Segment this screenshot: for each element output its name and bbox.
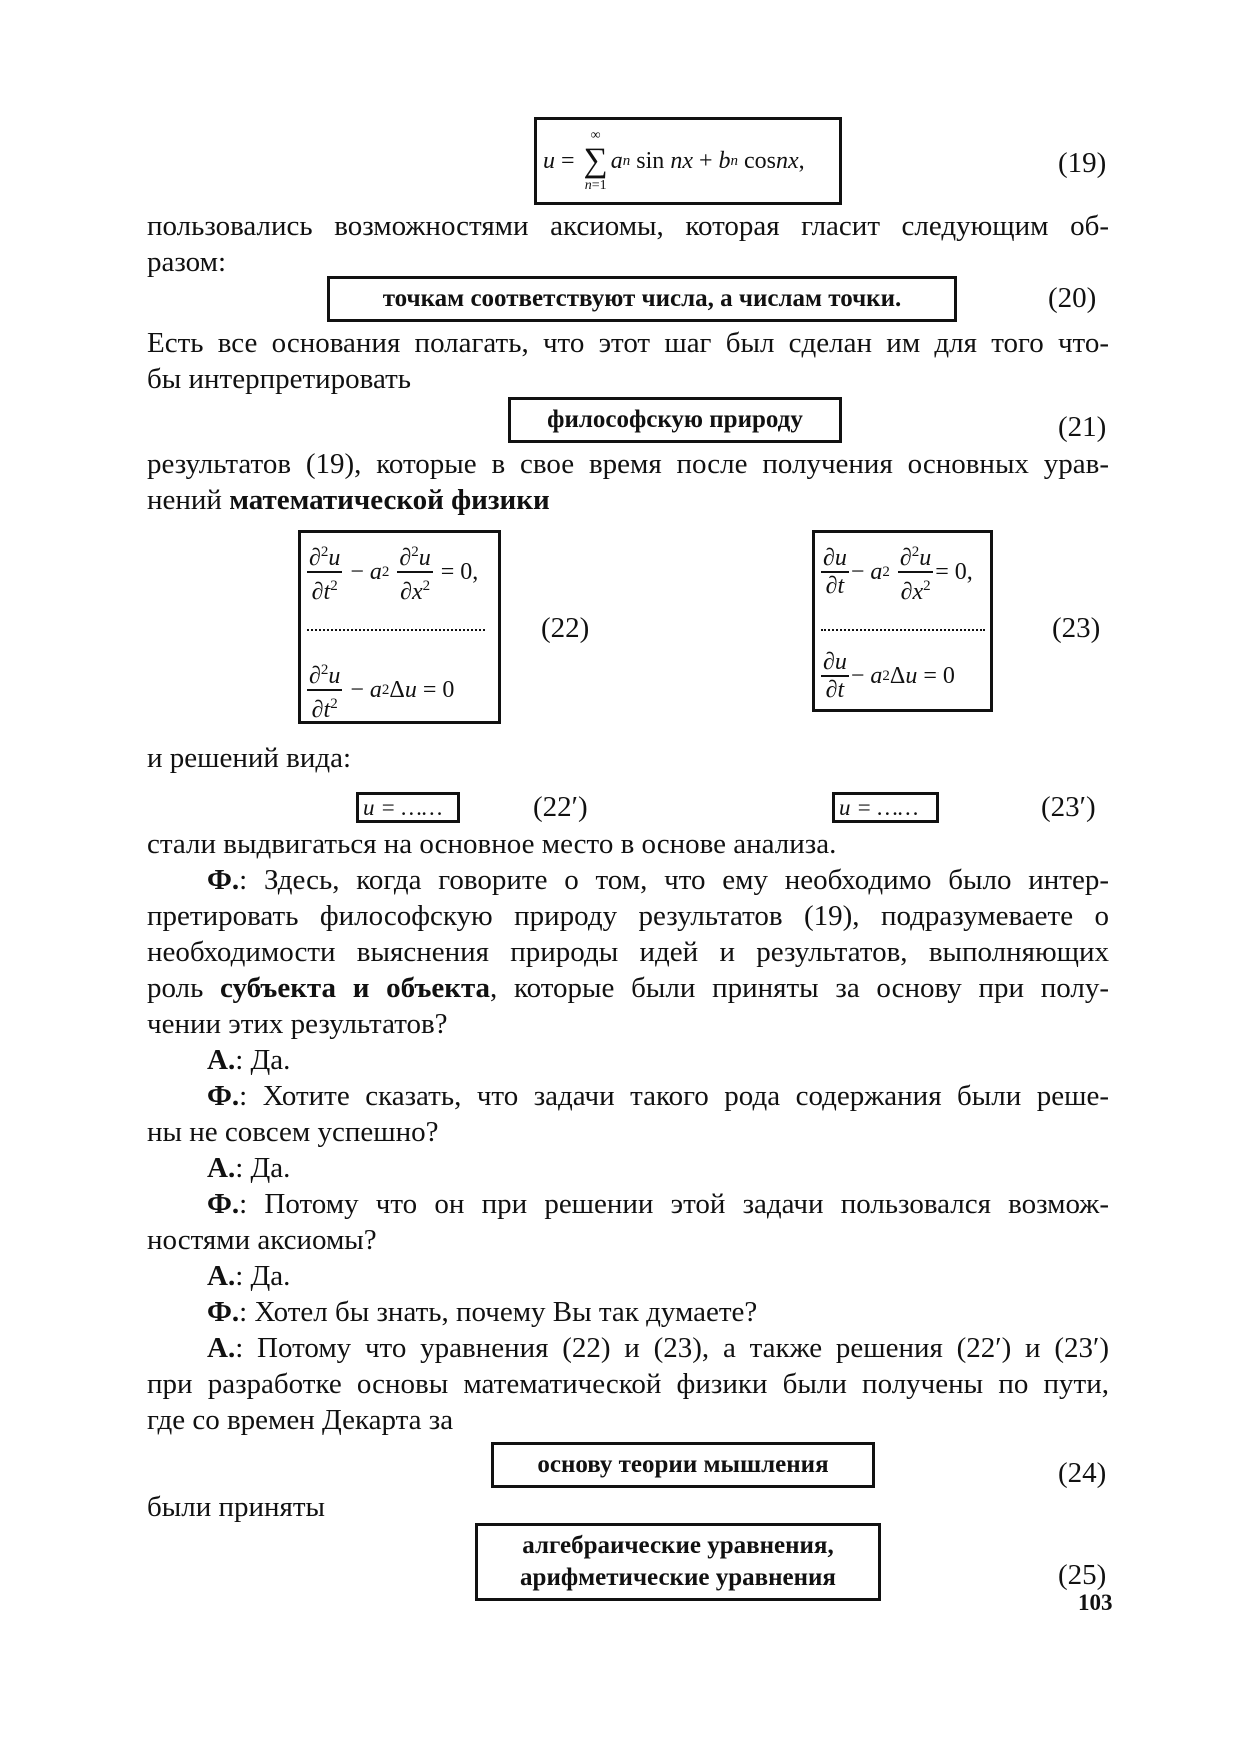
equation-22-prime-number: (22′) (533, 791, 588, 823)
dialogue-line (207, 1258, 290, 1294)
dialogue-line (207, 1330, 1109, 1366)
text-fragment: : Да. (235, 1260, 291, 1292)
dialogue-line (207, 1078, 1109, 1114)
dialogue-line (207, 1042, 290, 1078)
bold-term: субъекта и объекта (220, 972, 491, 1004)
speaker-label: А. (207, 1152, 236, 1184)
paragraph-line: разом: (147, 246, 227, 278)
equation-22-number: (22) (541, 612, 590, 644)
text-fragment: : Потому что уравнения (22) и (23), а также решения (22′) и (23′) (235, 1332, 1109, 1364)
equation-22-line-1: $\frac{\partial^2u}{\partial t^2}$ − a 2 $\frac{\partial^2u}{\partial x^2}$ = 0, (305, 539, 478, 605)
speaker-label: А. (207, 1332, 236, 1364)
equation-25-number: (25) (1058, 1559, 1107, 1591)
paragraph-line: Есть все основания полагать, что этот шаг был сделан им для того что- (147, 327, 1109, 359)
equation-20-box: точкам соответствуют числа, а числам точки. (327, 276, 957, 322)
paragraph-line: результатов (19), которые в свое время после получения основных урав- (147, 448, 1109, 480)
dialogue-line (207, 1294, 757, 1330)
equation-23-prime-formula: u = …… (839, 794, 919, 820)
text-fragment: роль (147, 972, 221, 1004)
dialogue-line (147, 970, 1109, 1006)
paragraph-line: бы интерпретировать (147, 363, 411, 395)
equation-23-line-2: $\frac{\partial u}{\partial t}$ − a 2 Δ u = 0 (823, 649, 955, 703)
equation-21-box: философскую природу (508, 397, 842, 443)
dialogue-line (207, 862, 1109, 898)
paragraph-line: были приняты (147, 1491, 326, 1523)
equation-22-box (298, 530, 501, 724)
page-number: 103 (1078, 1590, 1113, 1615)
equation-19-formula: u = ∞ ∑ n=1 a n sin nx + b n cos nx , (543, 128, 805, 193)
paragraph-line: пользовались возможностями аксиомы, которая гласит следующим об- (147, 210, 1109, 242)
paragraph-line: стали выдвигаться на основное место в основе анализа. (147, 828, 837, 860)
dialogue-line: ностями аксиомы? (147, 1224, 377, 1256)
bold-term: математической физики (229, 484, 550, 516)
speaker-label: Ф. (207, 864, 240, 896)
equation-23-line-1: $\frac{\partial u}{\partial t}$ − a 2 $\frac{\partial^2u}{\partial x^2}$ = 0, (819, 539, 973, 605)
dialogue-line: претировать философскую природу результатов (19), подразумеваете о (147, 900, 1109, 932)
text-fragment: : Хотел бы знать, почему Вы так думаете? (239, 1296, 758, 1328)
speaker-label: Ф. (207, 1080, 240, 1112)
equation-19-box (534, 117, 842, 205)
text-fragment: : Хотите сказать, что задачи такого рода содержания были реше- (239, 1080, 1109, 1112)
dialogue-line: при разработке основы математической физики были получены по пути, (147, 1368, 1109, 1400)
paragraph-line (147, 482, 550, 518)
equation-22-ellipsis (307, 629, 485, 631)
text-fragment: : Потому что он при решении этой задачи пользовался возмож- (239, 1188, 1109, 1220)
dialogue-line: ны не совсем успешно? (147, 1116, 439, 1148)
equation-25-line-2: арифметические уравнения (520, 1564, 836, 1591)
paragraph-line: и решений вида: (147, 742, 352, 774)
text-fragment: : Здесь, когда говорите о том, что ему необходимо было интер- (239, 864, 1109, 896)
text-fragment: , которые были приняты за основу при полу- (490, 972, 1109, 1004)
equation-22-prime-formula: u = …… (363, 794, 443, 820)
text-fragment: : Да. (235, 1152, 291, 1184)
equation-23-prime-box (832, 792, 939, 823)
dialogue-line: чении этих результатов? (147, 1008, 448, 1040)
equation-22-prime-box (356, 792, 460, 823)
text-fragment: нений (147, 484, 230, 516)
equation-23-box (812, 530, 993, 712)
dialogue-line (207, 1186, 1109, 1222)
equation-21-number: (21) (1058, 411, 1107, 443)
equation-24-box: основу теории мышления (491, 1442, 875, 1488)
speaker-label: Ф. (207, 1188, 240, 1220)
speaker-label: А. (207, 1044, 236, 1076)
equation-23-prime-number: (23′) (1041, 791, 1096, 823)
dialogue-line (207, 1150, 290, 1186)
equation-19-number: (19) (1058, 147, 1107, 179)
equation-23-ellipsis (821, 629, 985, 631)
speaker-label: Ф. (207, 1296, 240, 1328)
equation-20-number: (20) (1048, 282, 1097, 314)
dialogue-line: где со времен Декарта за (147, 1404, 454, 1436)
text-fragment: : Да. (235, 1044, 291, 1076)
equation-23-number: (23) (1052, 612, 1101, 644)
equation-22-line-2: $\frac{\partial^2u}{\partial t^2}$ − a 2 Δ u = 0 (305, 657, 454, 723)
speaker-label: А. (207, 1260, 236, 1292)
equation-25-box (475, 1523, 881, 1601)
equation-24-number: (24) (1058, 1457, 1107, 1489)
equation-25-line-1: алгебраические уравнения, (522, 1532, 834, 1559)
dialogue-line: необходимости выяснения природы идей и результатов, выполняющих (147, 936, 1109, 968)
